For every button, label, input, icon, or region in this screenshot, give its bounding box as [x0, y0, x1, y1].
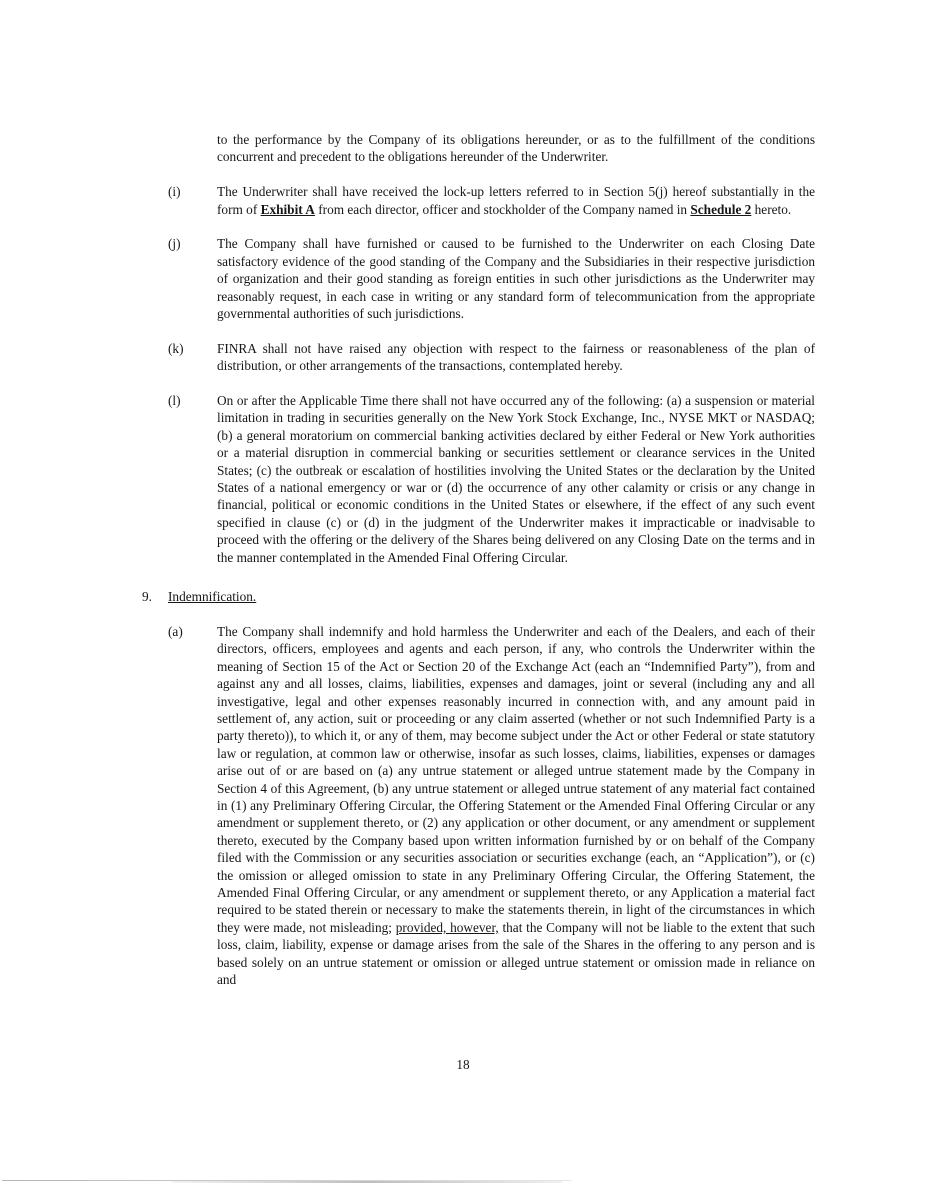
paragraph-a-provided-however-emphasis: provided, however, — [395, 919, 499, 935]
clause-marker-i: (i) — [168, 184, 181, 200]
document-body — [0, 131, 926, 988]
clause-i-text-3: hereto. — [751, 201, 792, 217]
paragraph-a-text-1: The Company shall indemnify and hold harmless the Underwriter and each of the Dealers, and each of their directors, officers, employees and agents and each person, if any, who controls the Underwriter within the meaning of Section 15 of the Act or Section 20 of the Exchange Act (each an “Indemnified Party”), from and against any and all losses, claims, liabilities, expenses and damages, joint or several (including any and all investigative, legal and other expenses reasonably incurred in connection with, and any amount paid in settlement of, any action, suit or proceeding or any claim asserted (whether or not such Indemnified Party is a party thereto)), to which it, or any of them, may become subject under the Act or other Federal or state statutory law or regulation, at common law or otherwise, insofar as such losses, claims, liabilities, expenses or damages arise out of or are based on (a) any untrue statement or alleged untrue statement made by the Company in Section 4 of this Agreement, (b) any untrue statement or alleged untrue statement of any material fact contained in (1) any Preliminary Offering Circular, the Offering Statement or the Amended Final Offering Circular or any amendment or supplement thereto, or (2) any application or other document, or any amendment or supplement thereto, executed by the Company based upon written information furnished by or on behalf of the Company filed with the Commission or any securities association or securities exchange (each, an “Application”), or (c) the omission or alleged omission to state in any Preliminary Offering Circular, the Offering Statement, the Amended Final Offering Circular, or any amendment or supplement thereto, or any Application a material fact required to be stated therein or necessary to make the statements therein, in light of the circumstances in which they were made, not misleading; — [217, 623, 815, 935]
section-9-number: 9. — [142, 589, 152, 605]
clause-i-schedule-2-reference: Schedule 2 — [690, 201, 752, 217]
paragraph-a-text-2: that the Company will not be liable to the extent that such loss, claim, liability, expense or damage arises from the sale of the Shares in the offering to any person and is based solely on an untrue statement or omission or alleged untrue statement or omission made in reliance on and — [217, 919, 815, 988]
clause-j — [0, 235, 926, 322]
section-9-heading — [0, 588, 926, 605]
clause-k — [0, 340, 926, 375]
clause-j-text: The Company shall have furnished or caused to be furnished to the Underwriter on each Closing Date satisfactory evidence of the good standing of the Company and the Subsidiaries in their respective jurisdiction of organization and their good standing as foreign entities in such other jurisdictions as the Underwriter may reasonably request, in each case in writing or any standard form of telecommunication from the appropriate governmental authorities of such jurisdictions. — [217, 236, 815, 322]
page-number: 18 — [456, 1057, 470, 1072]
paragraph-marker-a: (a) — [168, 623, 183, 639]
scan-edge-artifact-secondary — [172, 1181, 562, 1183]
section-9-title: Indemnification. — [168, 589, 257, 605]
clause-i — [0, 183, 926, 218]
section-9-paragraph-a — [0, 623, 926, 989]
continued-paragraph: to the performance by the Company of its obligations hereunder, or as to the fulfillment of the conditions concurrent and precedent to the obligations hereunder of the Underwriter. — [217, 132, 815, 165]
clause-l — [0, 392, 926, 566]
clause-marker-j: (j) — [168, 236, 181, 252]
clause-i-text-1: The Underwriter shall have received the lock-up letters referred to in Section 5(j) hereof substantially in the form of — [217, 184, 815, 217]
clause-k-text: FINRA shall not have raised any objection with respect to the fairness or reasonableness of the plan of distribution, or other arrangements of the transactions, contemplated hereby. — [217, 340, 815, 374]
clause-i-text-2: from each director, officer and stockholder of the Company named in — [314, 201, 691, 217]
clause-marker-l: (l) — [168, 393, 181, 409]
clause-i-exhibit-a-reference: Exhibit A — [260, 201, 315, 217]
clause-marker-k: (k) — [168, 340, 184, 356]
clause-l-text: On or after the Applicable Time there shall not have occurred any of the following: (a) a suspension or material limitation in trading in securities generally on the New York Stock Exchange, Inc., NYSE MKT or NASDAQ; (b) a general moratorium on commercial banking activities declared by either Federal or New York authorities or a material disruption in commercial banking or securities settlement or clearance services in the United States; (c) the outbreak or escalation of hostilities involving the United States or the declaration by the United States of a national emergency or war or (d) the occurrence of any other calamity or crisis or any change in financial, political or economic conditions in the United States or elsewhere, if the effect of any such event specified in clause (c) or (d) in the judgment of the Underwriter makes it impracticable or inadvisable to proceed with the offering or the delivery of the Shares being delivered on any Closing Date on the terms and in the manner contemplated in the Amended Final Offering Circular. — [217, 393, 815, 565]
